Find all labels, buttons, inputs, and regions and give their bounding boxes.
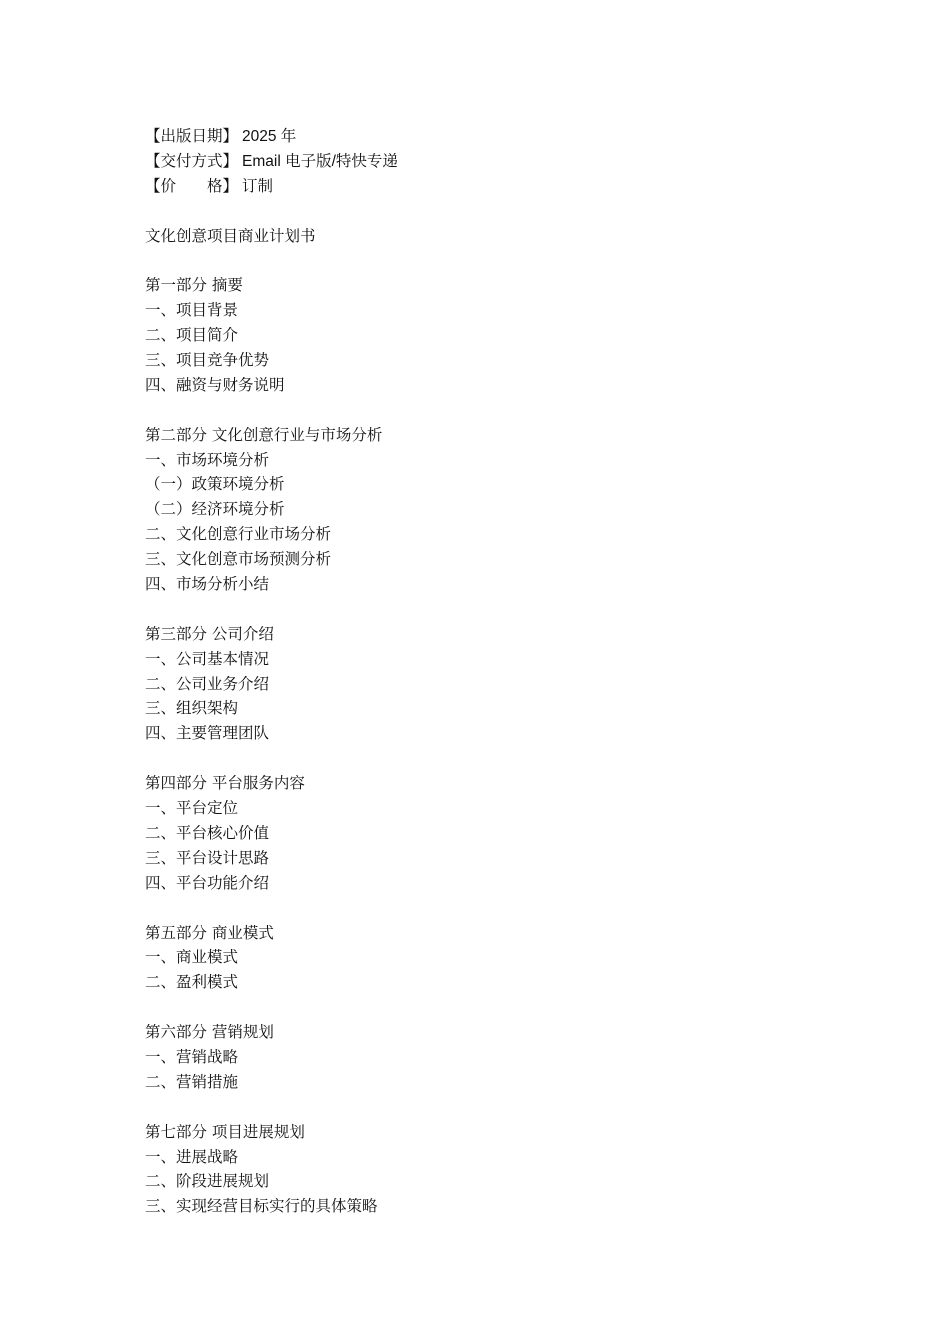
toc-item: 一、进展战略 (145, 1147, 239, 1166)
toc-item: 三、项目竞争优势 (145, 351, 270, 370)
toc-item: 二、营销措施 (145, 1072, 239, 1091)
toc-item: 一、营销战略 (145, 1047, 239, 1066)
toc-item: 三、组织架构 (145, 699, 239, 718)
meta-price-row (145, 174, 845, 199)
toc-item: 四、平台功能介绍 (145, 873, 270, 892)
meta-delivery-label: 【交付方式】 (145, 151, 239, 170)
meta-date-label: 【出版日期】 (145, 127, 239, 145)
section-heading: 第四部分 平台服务内容 (145, 774, 305, 793)
toc-item: 四、融资与财务说明 (145, 375, 285, 394)
toc-item: 一、项目背景 (145, 301, 239, 320)
toc-item: 三、文化创意市场预测分析 (145, 550, 332, 569)
toc-item: 二、公司业务介绍 (145, 674, 270, 693)
toc-section (145, 1120, 845, 1220)
table-of-contents (145, 248, 845, 1219)
spacer (145, 248, 845, 273)
toc-section (145, 273, 845, 397)
meta-delivery-row (145, 149, 845, 174)
toc-section (145, 1020, 845, 1095)
spacer (145, 1095, 845, 1120)
section-heading: 第二部分 文化创意行业与市场分析 (145, 425, 383, 444)
toc-section (145, 771, 845, 895)
meta-delivery-value: Email 电子版/特快专递 (242, 152, 398, 170)
toc-item: 一、公司基本情况 (145, 649, 270, 668)
spacer (145, 896, 845, 921)
publication-meta (145, 124, 845, 199)
document-title: 文化创意项目商业计划书 (145, 226, 316, 245)
section-heading: 第七部分 项目进展规划 (145, 1122, 305, 1141)
section-heading: 第一部分 摘要 (145, 276, 243, 295)
toc-section (145, 921, 845, 996)
spacer (145, 995, 845, 1020)
toc-item: 二、项目简介 (145, 326, 239, 345)
section-heading: 第三部分 公司介绍 (145, 624, 274, 643)
toc-item: （二）经济环境分析 (145, 500, 285, 519)
meta-date-row (145, 124, 845, 149)
document-page (145, 124, 845, 1219)
spacer (145, 199, 845, 224)
section-heading: 第六部分 营销规划 (145, 1023, 274, 1042)
meta-price-value: 订制 (242, 176, 274, 195)
spacer (145, 746, 845, 771)
toc-item: 三、平台设计思路 (145, 848, 270, 867)
section-heading: 第五部分 商业模式 (145, 923, 274, 942)
toc-item: 一、平台定位 (145, 799, 239, 818)
meta-price-label: 【价 格】 (145, 176, 239, 195)
toc-item: 一、商业模式 (145, 948, 239, 967)
spacer (145, 597, 845, 622)
spacer (145, 398, 845, 423)
toc-item: 三、实现经营目标实行的具体策略 (145, 1197, 378, 1216)
toc-item: 四、市场分析小结 (145, 575, 270, 594)
toc-item: （一）政策环境分析 (145, 475, 285, 494)
toc-item: 一、市场环境分析 (145, 450, 270, 469)
toc-item: 二、平台核心价值 (145, 823, 270, 842)
meta-date-value: 2025 年 (242, 128, 297, 145)
toc-item: 二、阶段进展规划 (145, 1172, 270, 1191)
toc-item: 二、盈利模式 (145, 973, 239, 992)
toc-item: 二、文化创意行业市场分析 (145, 525, 332, 544)
toc-item: 四、主要管理团队 (145, 724, 270, 743)
toc-section (145, 423, 845, 597)
toc-section (145, 622, 845, 746)
